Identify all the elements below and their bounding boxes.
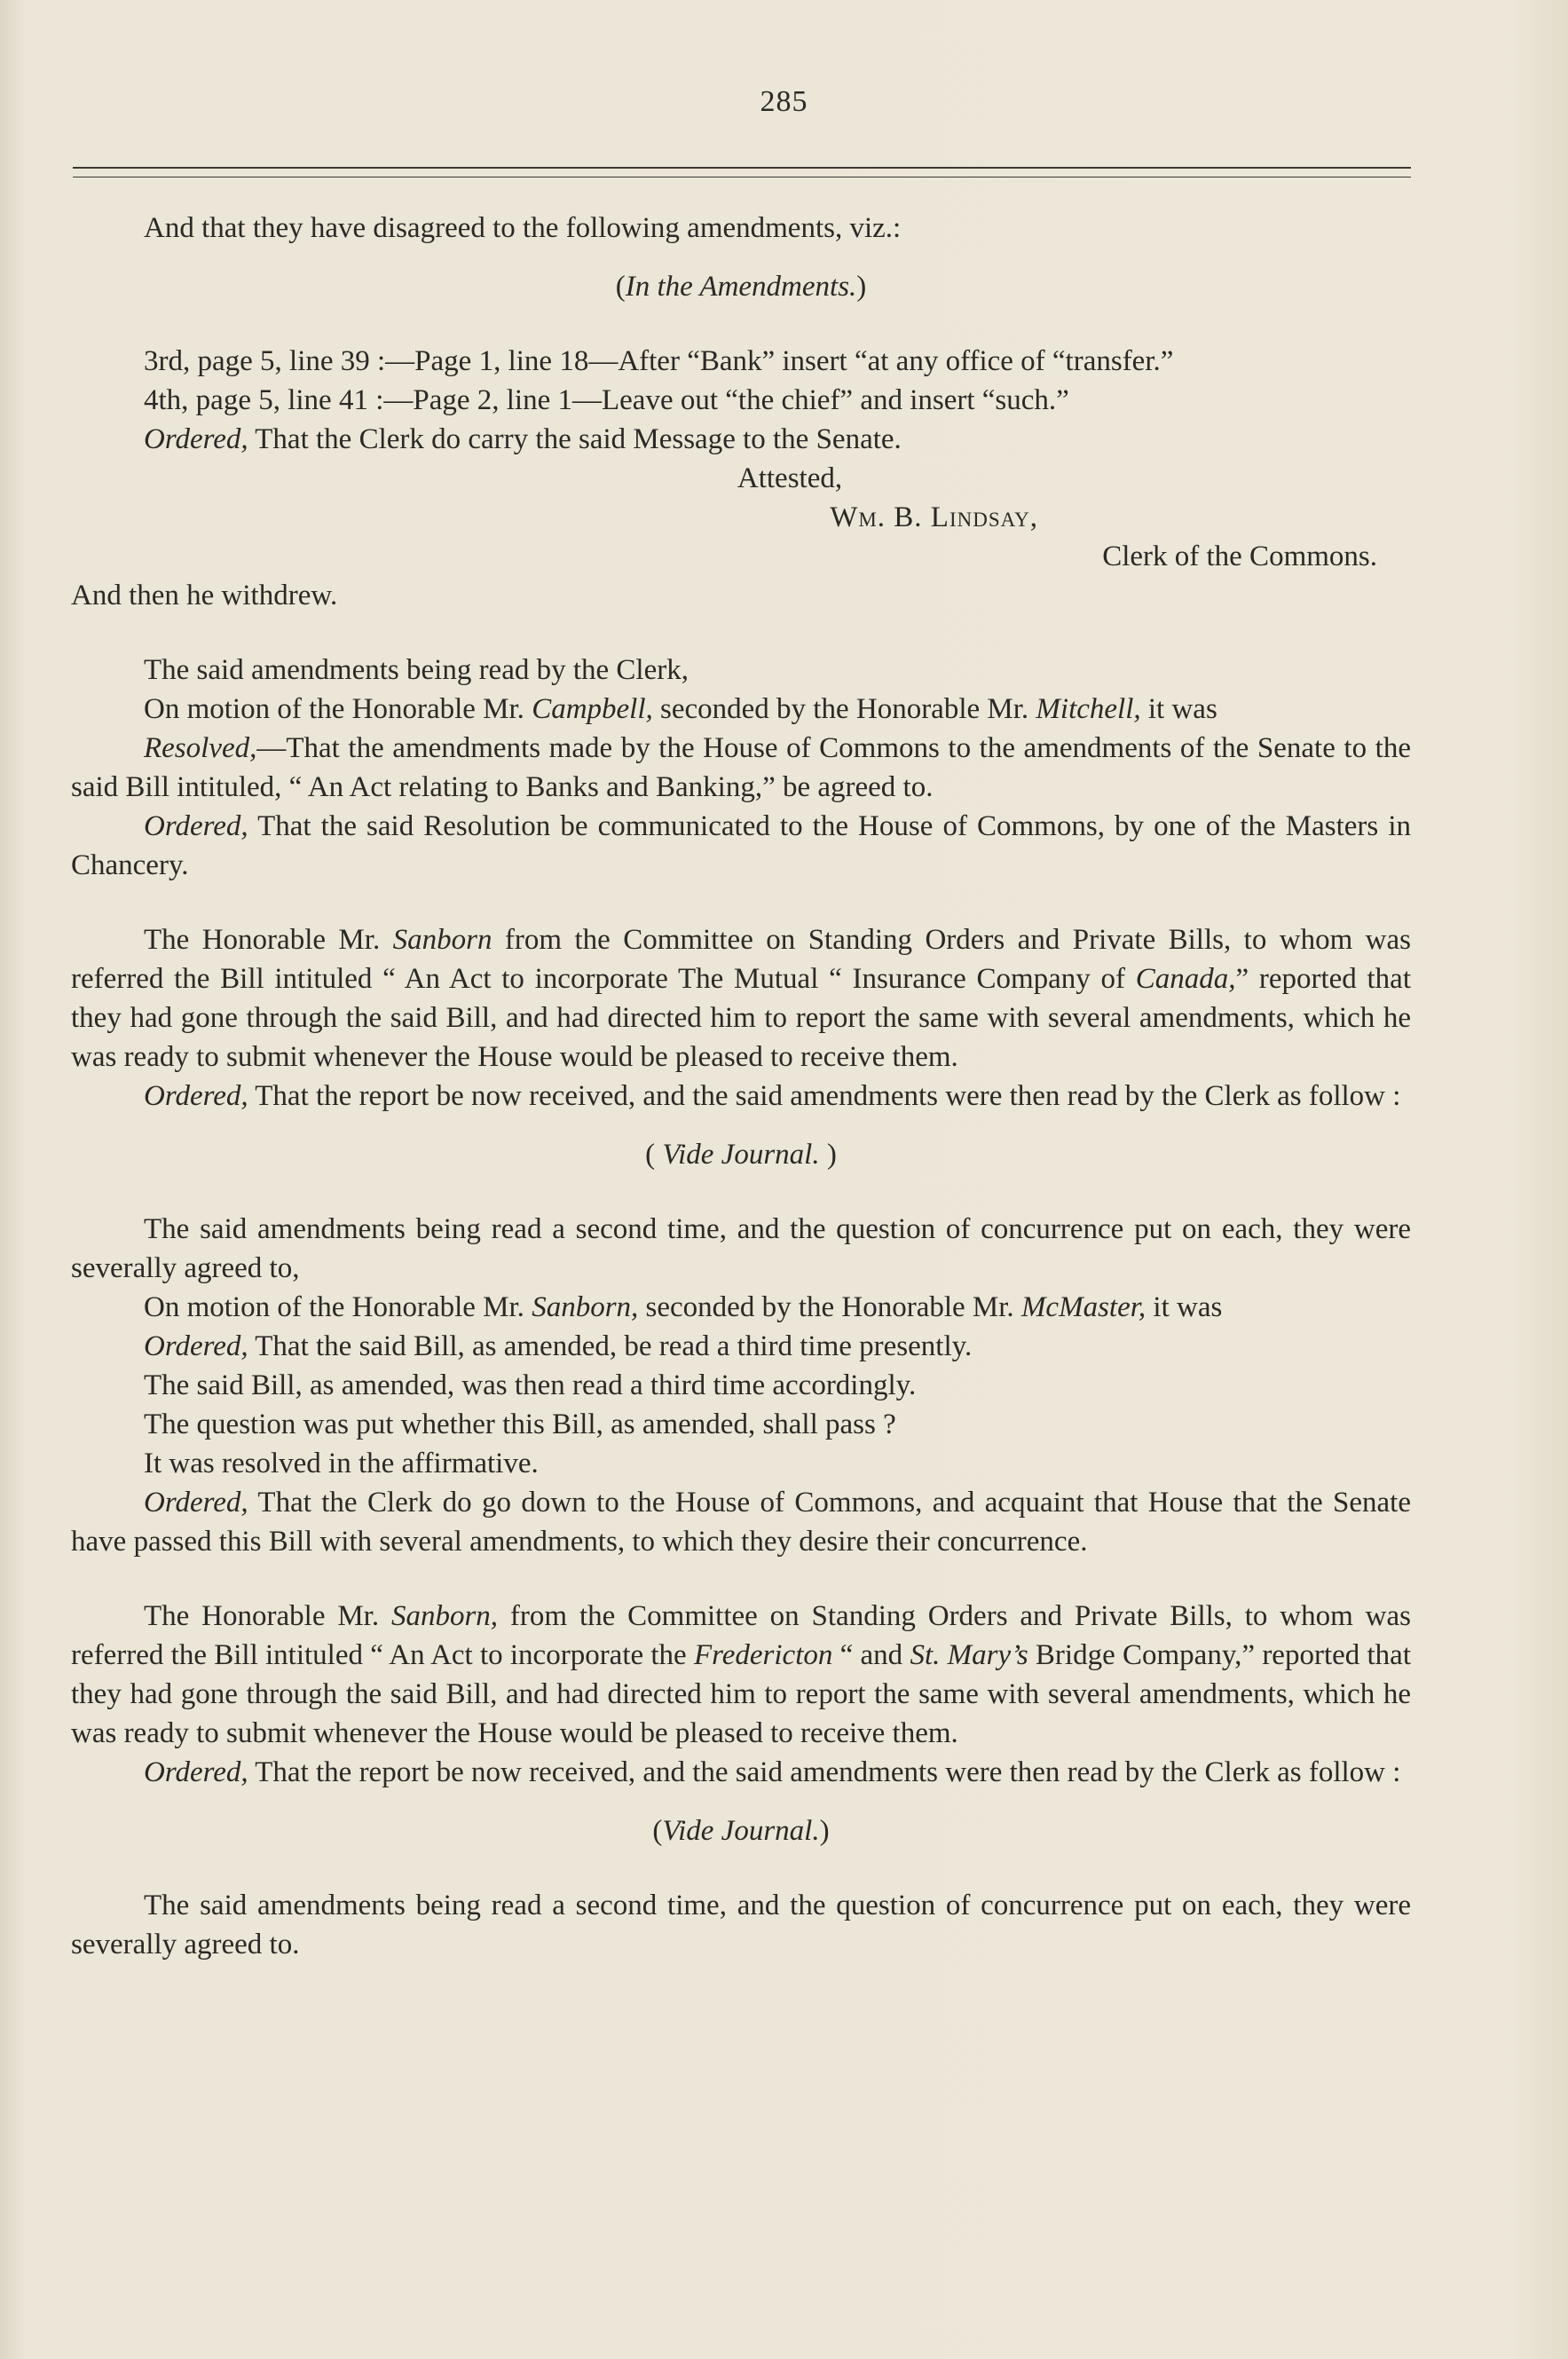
italic-text: Ordered, (144, 1330, 248, 1362)
page-number: 285 (760, 85, 808, 118)
italic-text: Ordered, (144, 1080, 248, 1112)
paragraph (71, 576, 1411, 615)
italic-text: Ordered, (144, 1756, 248, 1788)
italic-text: Ordered, (144, 1487, 248, 1519)
text-run: That the report be now received, and the said amendments were then read by the Clerk as follow : (248, 1080, 1401, 1112)
text-run: Bridge Company,” reported that they had gone through the said Bill, and had directed him to report the same with several amendments, which he was ready to submit whenever the House would be pleased to receive them. (71, 1639, 1411, 1749)
header-rule (73, 167, 1411, 169)
text-run: Clerk of the Commons. (1102, 540, 1377, 572)
text-run: it was (1146, 1291, 1223, 1323)
signature-name (71, 498, 1411, 537)
text-run: 3rd, page 5, line 39 :—Page 1, line 18—After “Bank” insert “at any office of “transfer.” (144, 345, 1174, 377)
header-rule-thin (73, 177, 1411, 178)
text-run: The question was put whether this Bill, as amended, shall pass ? (144, 1408, 896, 1440)
text-run: ( (645, 1139, 663, 1171)
paragraph (71, 381, 1411, 420)
text-run: ) (856, 271, 867, 303)
text-run: Wm. B. Lindsay, (830, 501, 1038, 533)
text-run: The said Bill, as amended, was then read a third time accordingly. (144, 1369, 917, 1401)
italic-text: Sanborn, (532, 1291, 639, 1323)
text-run: On motion of the Honorable Mr. (144, 693, 532, 725)
paragraph (71, 1753, 1411, 1792)
paragraph (71, 807, 1411, 885)
paragraph (71, 1444, 1411, 1483)
text-run: The Honorable Mr. (144, 924, 393, 956)
italic-text: Resolved, (144, 732, 257, 764)
paragraph (71, 729, 1411, 807)
section-heading (71, 267, 1411, 306)
text-run: That the said Resolution be communicated to the House of Commons, by one of the Masters in Chancery. (71, 810, 1411, 881)
italic-text: Canada, (1135, 963, 1236, 995)
page-body (71, 209, 1411, 1964)
italic-text: Campbell, (532, 693, 653, 725)
paragraph (71, 420, 1411, 459)
text-run: That the Clerk do carry the said Message to the Senate. (248, 423, 902, 455)
paragraph (71, 1366, 1411, 1405)
text-run: ( (615, 271, 626, 303)
italic-text: St. Mary’s (910, 1639, 1028, 1671)
italic-text: Ordered, (144, 423, 248, 455)
text-run: from the Committee on Standing Orders and Private Bills, to whom was referred the Bill intituled “ An Act to incorporate The Mutual “ Insurance Company of (71, 924, 1411, 995)
italic-text: Vide Journal. (662, 1139, 820, 1171)
text-run: The said amendments being read a second time, and the question of concurrence put on each, they were severally agreed to, (71, 1213, 1411, 1284)
text-run: from the Committee on Standing Orders and Private Bills, to whom was referred the Bill intituled “ An Act to incorporate the (71, 1600, 1411, 1671)
text-run: The said amendments being read a second time, and the question of concurrence put on each, they were severally agreed to. (71, 1890, 1411, 1961)
italic-text: In the Amendments. (625, 271, 857, 303)
text-run: “ and (832, 1639, 910, 1671)
text-run: ) (819, 1815, 830, 1847)
italic-text: Sanborn (392, 924, 492, 956)
paragraph (71, 1288, 1411, 1327)
text-run: —That the amendments made by the House of Commons to the amendments of the Senate to the said Bill intituled, “ An Act relating to Banks and Banking,” be agreed to. (71, 732, 1411, 803)
text-run: Attested, (737, 462, 843, 494)
paragraph (71, 1210, 1411, 1288)
text-run: And that they have disagreed to the following amendments, viz.: (144, 212, 902, 244)
text-run: The Honorable Mr. (144, 1600, 391, 1632)
italic-text: Sanborn, (390, 1600, 499, 1632)
text-run: 4th, page 5, line 41 :—Page 2, line 1—Leave out “the chief” and insert “such.” (144, 384, 1069, 416)
text-run: That the said Bill, as amended, be read a third time presently. (248, 1330, 973, 1362)
italic-text: Vide Journal. (662, 1815, 820, 1847)
text-run: ” reported that they had gone through the said Bill, and had directed him to report the same with several amendments, which he was ready to submit whenever the House would be pleased to receive them. (71, 963, 1411, 1073)
text-run: And then he withdrew. (71, 580, 338, 611)
text-run: ) (819, 1139, 837, 1171)
italic-text: McMaster, (1020, 1291, 1146, 1323)
italic-text: Ordered, (144, 810, 248, 842)
text-run: That the report be now received, and the said amendments were then read by the Clerk as follow : (248, 1756, 1401, 1788)
paragraph (71, 920, 1411, 1077)
text-run: ( (652, 1815, 663, 1847)
paragraph (71, 1483, 1411, 1561)
paragraph (71, 1077, 1411, 1116)
italic-text: Fredericton (693, 1639, 833, 1671)
text-run: seconded by the Honorable Mr. (638, 1291, 1021, 1323)
paragraph (71, 342, 1411, 381)
paragraph (71, 1886, 1411, 1964)
paragraph (71, 1405, 1411, 1444)
text-run: seconded by the Honorable Mr. (652, 693, 1036, 725)
paragraph (71, 690, 1411, 729)
paragraph (71, 651, 1411, 690)
signature-title (71, 537, 1411, 576)
text-run: it was (1140, 693, 1217, 725)
paragraph (71, 1327, 1411, 1366)
signature-attested (71, 459, 1411, 498)
section-heading (71, 1135, 1411, 1174)
paragraph (71, 1597, 1411, 1753)
text-run: It was resolved in the affirmative. (144, 1448, 539, 1479)
text-run: The said amendments being read by the Clerk, (144, 654, 689, 686)
italic-text: Mitchell, (1036, 693, 1141, 725)
section-heading (71, 1811, 1411, 1850)
text-run: On motion of the Honorable Mr. (144, 1291, 532, 1323)
paragraph (71, 209, 1411, 248)
text-run: That the Clerk do go down to the House of Commons, and acquaint that House that the Senate have passed this Bill with several amendments, to which they desire their concurrence. (71, 1487, 1411, 1558)
